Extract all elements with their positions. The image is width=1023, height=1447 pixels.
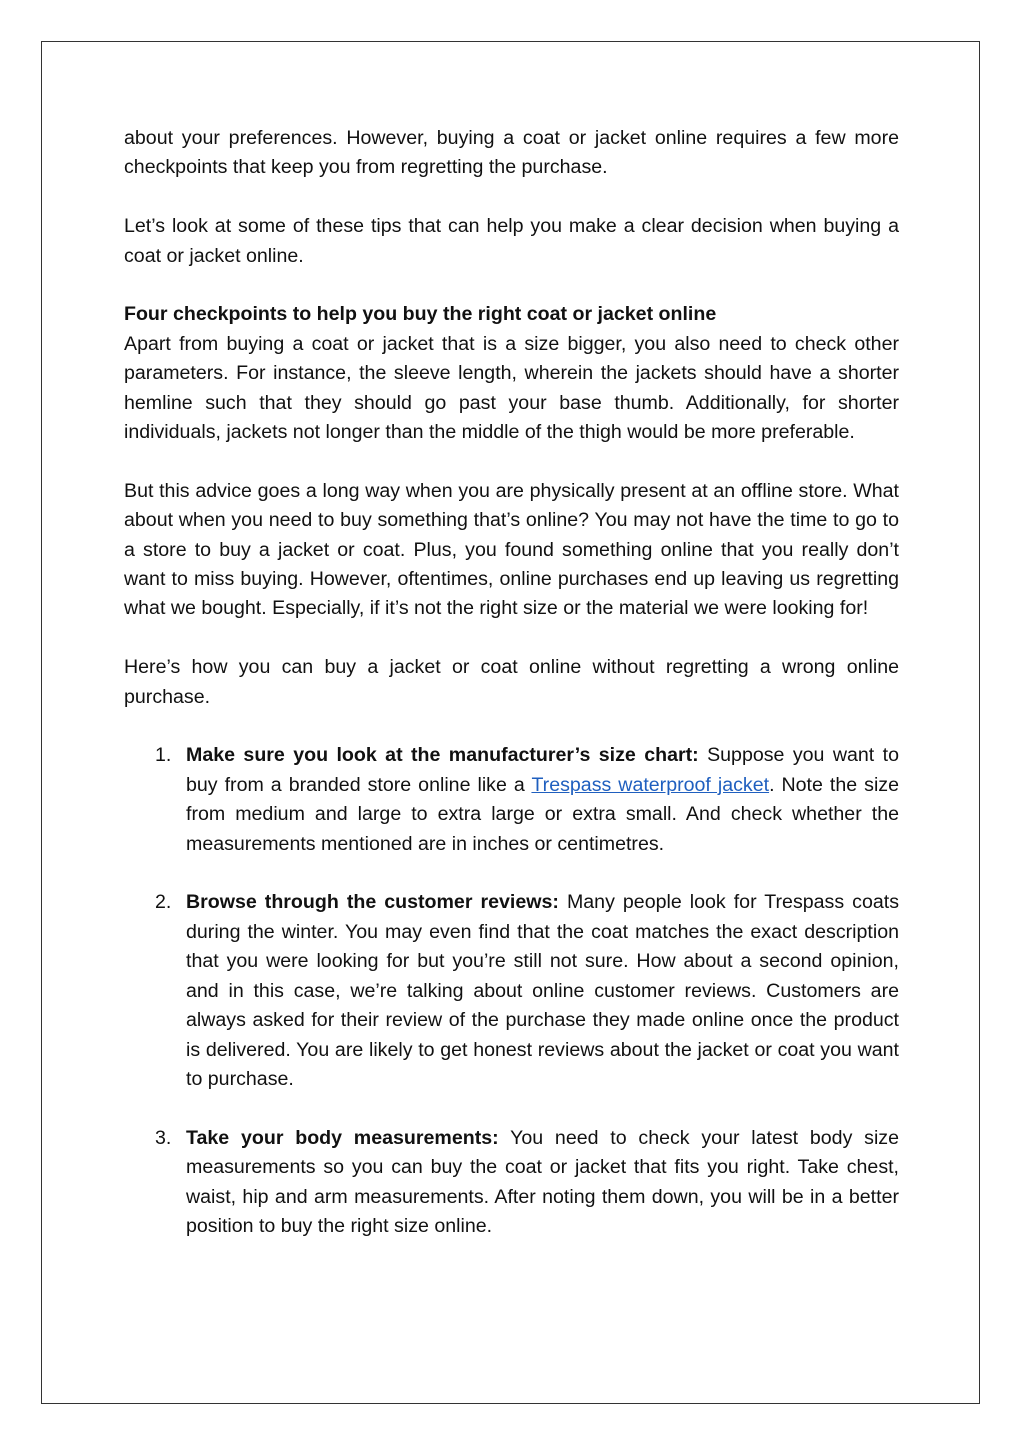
list-item-text: You need to check your latest body size measurements so you can buy the coat or jacket that fits you right. Take chest, waist, hip and arm measurements. After noting them down, you will be in a better position to buy the right size online. bbox=[186, 1126, 900, 1237]
list-item-text: Suppose you want to buy from a branded store online like a bbox=[186, 744, 899, 796]
list-item bbox=[124, 1124, 899, 1242]
list-item bbox=[124, 741, 899, 859]
list-number: 2. bbox=[155, 891, 172, 914]
list-item-text: Many people look for Trespass coats during the winter. You may even find that the coat matches the exact description that you were looking for but you’re still not sure. How about a second opinion, and in this case, we’re talking about online customer reviews. Customers are always asked for their review of the purchase they made online once the product is delivered. You are likely to get honest reviews about the jacket or coat you want to purchase. bbox=[186, 891, 899, 1090]
paragraph-offline-advice: But this advice goes a long way when you are physically present at an offline store. What about when you need to buy something that’s online? You may not have the time to go to a store to buy a jacket or coat. Plus, you found something online that you really don’t want to miss buying. However, oftentimes, online purchases end up leaving us regretting what we bought. Especially, if it’s not the right size or the material we were looking for! bbox=[124, 479, 899, 620]
list-item-title: Make sure you look at the manufacturer’s size chart: bbox=[186, 744, 699, 767]
trespass-jacket-link[interactable]: Trespass waterproof jacket bbox=[531, 773, 770, 796]
list-number: 1. bbox=[155, 744, 172, 767]
list-item-title: Take your body measurements: bbox=[186, 1126, 499, 1149]
checkpoint-list bbox=[124, 741, 899, 1241]
paragraph-intro: about your preferences. However, buying a coat or jacket online requires a few more checkpoints that keep you from regretting the purchase. bbox=[124, 127, 899, 179]
list-number: 3. bbox=[155, 1126, 172, 1149]
paragraph-tips: Let’s look at some of these tips that can help you make a clear decision when buying a coat or jacket online. bbox=[124, 215, 899, 267]
list-item bbox=[124, 888, 899, 1094]
paragraph-how-to: Here’s how you can buy a jacket or coat online without regretting a wrong online purchase. bbox=[124, 656, 899, 708]
section-heading: Four checkpoints to help you buy the right coat or jacket online bbox=[124, 303, 717, 326]
list-item-text: . Note the size from medium and large to extra large or extra small. And check whether the measurements mentioned are in inches or centimetres. bbox=[186, 773, 899, 855]
list-item-title: Browse through the customer reviews: bbox=[186, 891, 559, 914]
paragraph-parameters: Apart from buying a coat or jacket that is a size bigger, you also need to check other parameters. For instance, the sleeve length, wherein the jackets should have a shorter hemline such that they should go past your base thumb. Additionally, for shorter individuals, jackets not longer than the middle of the thigh would be more preferable. bbox=[124, 332, 899, 444]
document-body bbox=[124, 124, 899, 1271]
